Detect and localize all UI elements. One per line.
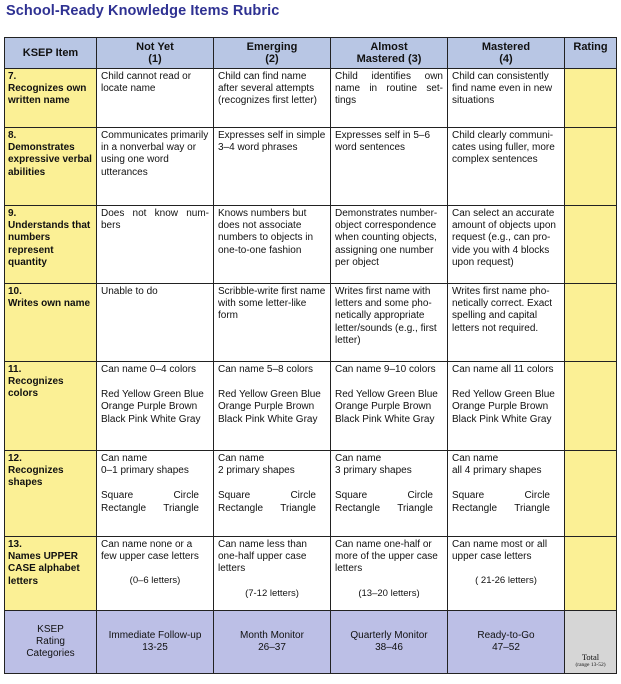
rubric-cell: Can name 2 primary shapes Square Circle Rectangle Triangle: [214, 451, 331, 537]
rubric-cell: Writes first name pho-netically correct. Exact spelling and capital letters not required.: [448, 284, 565, 362]
table-row: [5, 206, 617, 284]
total-cell[interactable]: Total (range 13-52): [565, 611, 617, 674]
color-list: Red Yellow Green Blue Orange Purple Brown Black Pink White Gray: [101, 389, 204, 425]
table-row: [5, 284, 617, 362]
rating-categories-row: [5, 611, 617, 674]
table-row: [5, 128, 617, 206]
rubric-cell: Can name 9–10 colors Red Yellow Green Blue Orange Purple Brown Black Pink White Gray: [331, 362, 448, 451]
rubric-table: [4, 37, 617, 674]
header-not-yet: Not Yet (1): [97, 38, 214, 69]
rubric-cell: Child cannot read or locate name: [97, 69, 214, 128]
rubric-cell: Child can find name after several attempts (recognizes first letter): [214, 69, 331, 128]
rubric-cell: Unable to do: [97, 284, 214, 362]
table-row: [5, 69, 617, 128]
table-row: [5, 537, 617, 611]
header-row: [5, 38, 617, 69]
header-mastered: Mastered (4): [448, 38, 565, 69]
rubric-cell: Scribble-write first name with some letter-like form: [214, 284, 331, 362]
rubric-cell: Can name 0–1 primary shapes Square Circle Rectangle Triangle: [97, 451, 214, 537]
rubric-cell: Expresses self in simple 3–4 word phrases: [214, 128, 331, 206]
rubric-cell: Child identifies own name in routine set-tings: [331, 69, 448, 128]
rubric-cell: Can name 3 primary shapes Square Circle Rectangle Triangle: [331, 451, 448, 537]
rubric-cell: Can name most or all upper case letters ( 21-26 letters): [448, 537, 565, 611]
rubric-cell: Expresses self in 5–6 word sentences: [331, 128, 448, 206]
rubric-cell: Does not know num-bers: [97, 206, 214, 284]
rating-cell[interactable]: [565, 451, 617, 537]
categories-label: KSEP Rating Categories: [5, 611, 97, 674]
item-label: 13. Names UPPER CASE alphabet letters: [5, 537, 97, 611]
letter-range: ( 21-26 letters): [475, 575, 537, 587]
category-month-monitor: Month Monitor 26–37: [214, 611, 331, 674]
rubric-cell: Demonstrates number-object correspondence when counting objects, assigning one number per object: [331, 206, 448, 284]
item-label: 7. Recognizes own written name: [5, 69, 97, 128]
color-list: Red Yellow Green Blue Orange Purple Brown Black Pink White Gray: [335, 389, 438, 425]
rating-cell[interactable]: [565, 362, 617, 451]
header-ksep-item: KSEP Item: [5, 38, 97, 69]
letter-range: (7-12 letters): [245, 587, 299, 599]
category-quarterly-monitor: Quarterly Monitor 38–46: [331, 611, 448, 674]
rubric-cell: Can name one-half or more of the upper case letters (13–20 letters): [331, 537, 448, 611]
color-list: Red Yellow Green Blue Orange Purple Brown Black Pink White Gray: [218, 389, 321, 425]
color-list: Red Yellow Green Blue Orange Purple Brown Black Pink White Gray: [452, 389, 555, 425]
rubric-cell: Can name none or a few upper case letters (0–6 letters): [97, 537, 214, 611]
rubric-cell: Can select an accurate amount of objects upon request (e.g., can pro-vide you with 4 blocks upon request): [448, 206, 565, 284]
rubric-cell: Can name less than one-half upper case letters (7-12 letters): [214, 537, 331, 611]
category-ready-to-go: Ready-to-Go 47–52: [448, 611, 565, 674]
item-label: 12. Recognizes shapes: [5, 451, 97, 537]
item-label: 11. Recognizes colors: [5, 362, 97, 451]
category-immediate-follow-up: Immediate Follow-up 13-25: [97, 611, 214, 674]
letter-range: (0–6 letters): [129, 575, 181, 587]
rubric-cell: Can name 5–8 colors Red Yellow Green Blue Orange Purple Brown Black Pink White Gray: [214, 362, 331, 451]
rubric-cell: Knows numbers but does not associate numbers to objects in one-to-one fashion: [214, 206, 331, 284]
letter-range: (13–20 letters): [358, 587, 420, 599]
rubric-cell: Can name 0–4 colors Red Yellow Green Blue Orange Purple Brown Black Pink White Gray: [97, 362, 214, 451]
rating-cell[interactable]: [565, 284, 617, 362]
rubric-cell: Child can consistently find name even in new situations: [448, 69, 565, 128]
header-emerging: Emerging (2): [214, 38, 331, 69]
rating-cell[interactable]: [565, 69, 617, 128]
item-label: 10. Writes own name: [5, 284, 97, 362]
rubric-cell: Communicates primarily in a nonverbal way or using one word utterances: [97, 128, 214, 206]
page-title: School-Ready Knowledge Items Rubric: [6, 3, 280, 19]
rubric-cell: Can name all 4 primary shapes Square Circle Rectangle Triangle: [448, 451, 565, 537]
table-row: [5, 451, 617, 537]
rubric-cell: Writes first name with letters and some pho-netically appropriate letter/sounds (e.g., first letter): [331, 284, 448, 362]
rating-cell[interactable]: [565, 537, 617, 611]
rating-cell[interactable]: [565, 128, 617, 206]
rating-cell[interactable]: [565, 206, 617, 284]
item-label: 9. Understands that numbers represent quantity: [5, 206, 97, 284]
item-label: 8. Demonstrates expressive verbal abilities: [5, 128, 97, 206]
header-almost-mastered: Almost Mastered (3): [331, 38, 448, 69]
table-row: [5, 362, 617, 451]
header-rating: Rating: [565, 38, 617, 69]
rubric-cell: Can name all 11 colors Red Yellow Green Blue Orange Purple Brown Black Pink White Gray: [448, 362, 565, 451]
rubric-cell: Child clearly communi-cates using fuller, more complex sentences: [448, 128, 565, 206]
